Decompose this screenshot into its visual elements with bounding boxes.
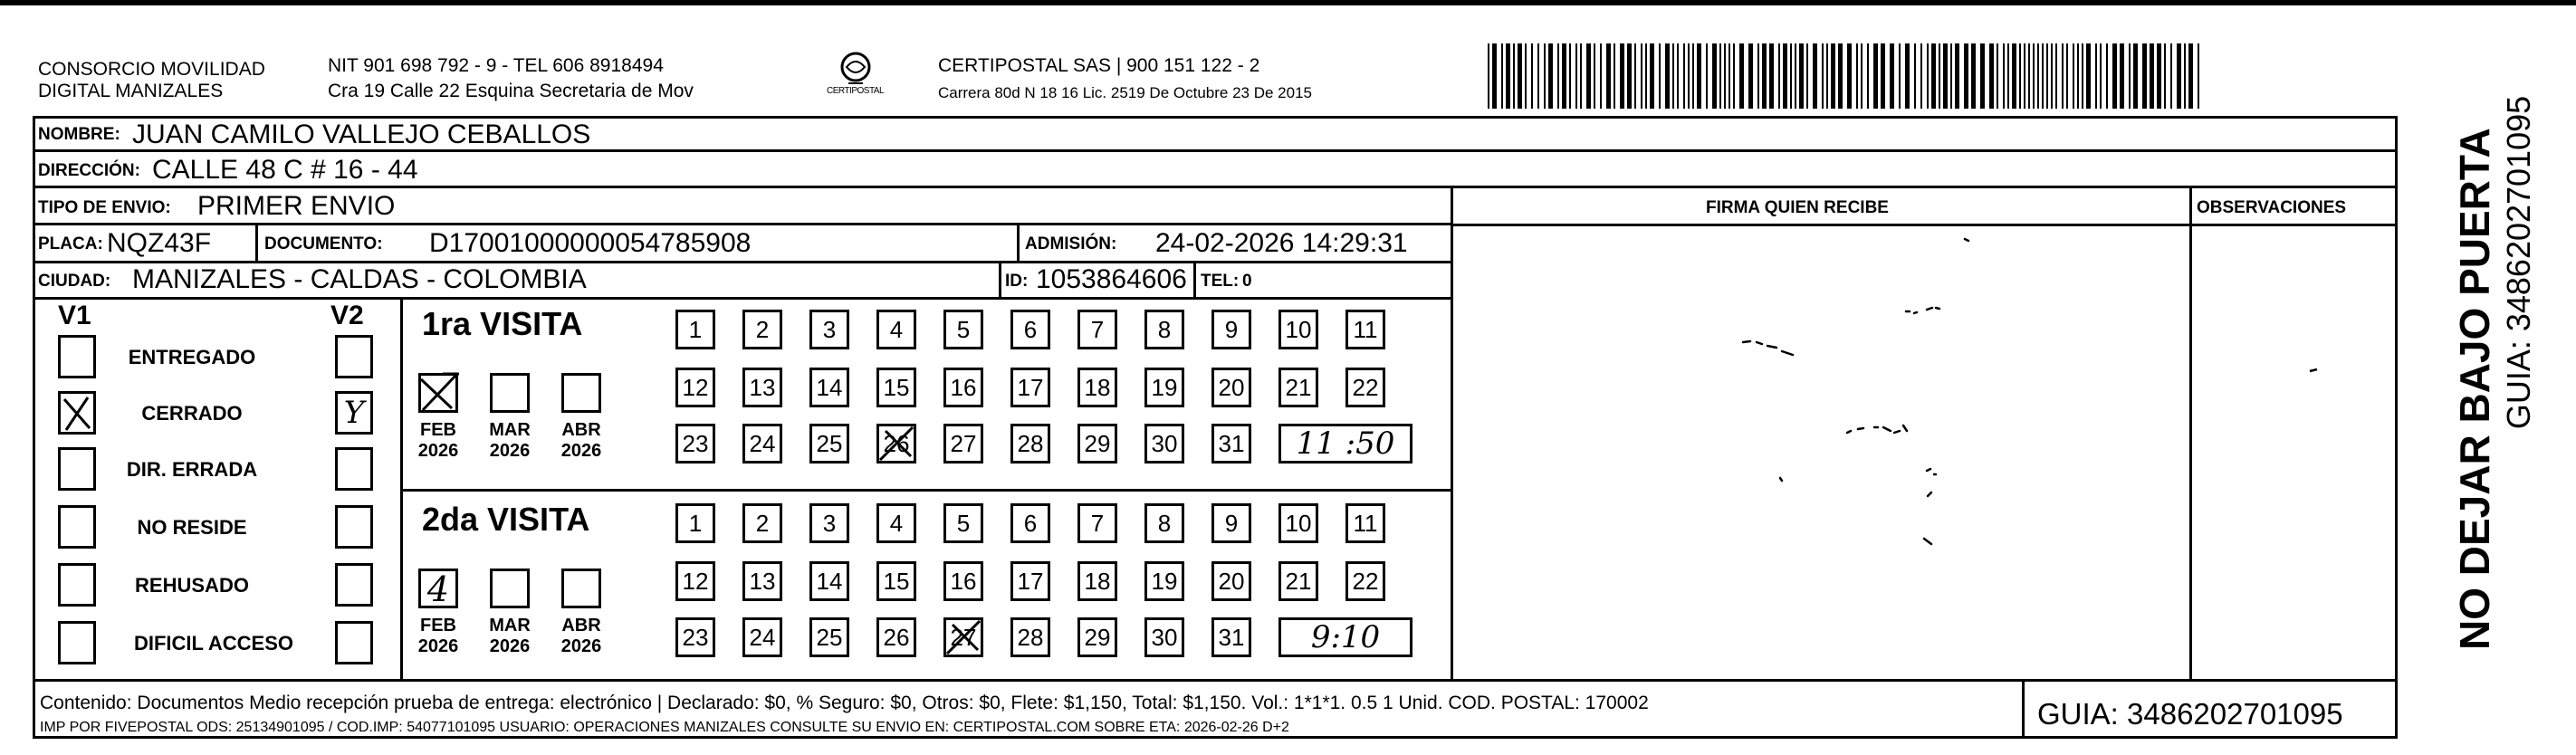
second-visit-day-cell[interactable]: 1 bbox=[675, 503, 715, 543]
signature-marks bbox=[1720, 226, 2137, 588]
status-label: ENTREGADO bbox=[128, 346, 256, 368]
second-visit-day-cell[interactable]: 24 bbox=[742, 617, 782, 657]
first-visit-day-cell[interactable]: 31 bbox=[1211, 424, 1251, 464]
tel-value: 0 bbox=[1242, 272, 1252, 291]
tel-divider bbox=[1193, 263, 1196, 299]
certipostal-logo bbox=[828, 49, 883, 105]
first-visit-day-cell[interactable]: 16 bbox=[943, 368, 983, 407]
second-visit-day-cell[interactable]: 19 bbox=[1144, 561, 1184, 601]
first-visit-day-cell[interactable]: 17 bbox=[1010, 368, 1050, 407]
first-visit-day-cell[interactable]: 24 bbox=[742, 424, 782, 464]
status-label: REHUSADO bbox=[135, 574, 249, 597]
documento-label: DOCUMENTO: bbox=[264, 234, 383, 253]
placa-value: NQZ43F bbox=[107, 228, 212, 258]
second-visit-day-cell[interactable]: 9 bbox=[1211, 503, 1251, 543]
month-label bbox=[554, 616, 608, 657]
side-guia-text: GUIA: 3486202701095 bbox=[2500, 95, 2537, 430]
first-visit-day-cell[interactable]: 5 bbox=[943, 310, 983, 349]
month-label bbox=[483, 616, 537, 657]
documento-value: D17001000000054785908 bbox=[429, 228, 752, 258]
first-visit-day-cell[interactable]: 2 bbox=[742, 310, 782, 349]
second-visit-day-cell[interactable]: 22 bbox=[1345, 561, 1385, 601]
second-visit-day-cell[interactable]: 15 bbox=[876, 561, 916, 601]
admision-divider bbox=[1017, 225, 1020, 262]
month-label bbox=[411, 616, 465, 657]
month-year: 2026 bbox=[489, 441, 531, 461]
second-visit-day-cell[interactable]: 2 bbox=[742, 503, 782, 543]
second-visit-day-cell[interactable]: 20 bbox=[1211, 561, 1251, 601]
month-checkbox-mar[interactable] bbox=[490, 569, 530, 608]
second-visit-day-cell[interactable]: 25 bbox=[809, 617, 849, 657]
second-visit-day-cell[interactable]: 26 bbox=[876, 617, 916, 657]
first-visit-day-cell[interactable]: 27 bbox=[943, 424, 983, 464]
visit-divider bbox=[402, 489, 1451, 492]
day-strike-icon bbox=[876, 424, 916, 464]
second-visit-day-cell[interactable]: 7 bbox=[1077, 503, 1117, 543]
observaciones-marks bbox=[2304, 362, 2332, 380]
first-visit-day-cell[interactable]: 6 bbox=[1010, 310, 1050, 349]
second-visit-day-cell[interactable]: 23 bbox=[675, 617, 715, 657]
tel-label: TEL: bbox=[1201, 272, 1240, 291]
second-visit-day-cell[interactable]: 4 bbox=[876, 503, 916, 543]
month-name: ABR bbox=[561, 420, 601, 440]
footer-content-line: Contenido: Documentos Medio recepción prueba de entrega: electrónico | Declarado: $0, % Seguro: $0, Otros: $0, Flete: $1,150, Total: $1,150. Vol.: 1*1*1. 0.5 1 Unid. COD. POSTAL: 170002 bbox=[40, 693, 1649, 713]
first-visit-day-cell[interactable]: 19 bbox=[1144, 368, 1184, 407]
month-name: MAR bbox=[489, 420, 531, 440]
certipostal-info-line1: CERTIPOSTAL SAS | 900 151 122 - 2 bbox=[938, 55, 1260, 76]
first-visit-day-cell[interactable]: 18 bbox=[1077, 368, 1117, 407]
month-checkbox-abr[interactable] bbox=[561, 569, 601, 608]
first-visit-day-cell[interactable]: 1 bbox=[675, 310, 715, 349]
tipo-envio-value: PRIMER ENVIO bbox=[197, 191, 396, 221]
status-label: NO RESIDE bbox=[137, 516, 247, 539]
id-value: 1053864606 bbox=[1036, 264, 1187, 294]
barcode bbox=[1488, 43, 2212, 109]
first-visit-title: 1ra VISITA bbox=[422, 305, 583, 342]
nombre-label: NOMBRE: bbox=[38, 125, 120, 144]
footer-guia: GUIA: 3486202701095 bbox=[2037, 697, 2343, 731]
month-checkbox-mar[interactable] bbox=[490, 373, 530, 413]
status-label: DIFICIL ACCESO bbox=[133, 632, 293, 655]
second-visit-day-cell[interactable]: 27 bbox=[943, 617, 983, 657]
logo-text: CERTIPOSTAL bbox=[827, 86, 885, 96]
nit-line: NIT 901 698 792 - 9 - TEL 606 8918494 bbox=[328, 55, 664, 76]
second-visit-day-cell[interactable]: 30 bbox=[1144, 617, 1184, 657]
first-visit-day-cell[interactable]: 29 bbox=[1077, 424, 1117, 464]
second-visit-day-cell[interactable]: 31 bbox=[1211, 617, 1251, 657]
first-visit-day-cell[interactable]: 9 bbox=[1211, 310, 1251, 349]
second-visit-time-box[interactable] bbox=[1278, 617, 1412, 657]
month-checkbox-feb[interactable] bbox=[418, 373, 458, 413]
status-label: CERRADO bbox=[141, 402, 243, 425]
status-label: DIR. ERRADA bbox=[126, 458, 258, 481]
id-divider bbox=[999, 263, 1001, 299]
id-label: ID: bbox=[1005, 272, 1029, 291]
observaciones-header: OBSERVACIONES bbox=[2197, 198, 2347, 217]
first-visit-day-cell[interactable]: 14 bbox=[809, 368, 849, 407]
month-name: MAR bbox=[489, 616, 531, 636]
first-visit-day-cell[interactable]: 22 bbox=[1345, 368, 1385, 407]
top-rule bbox=[0, 0, 2576, 5]
v2-checkbox[interactable] bbox=[335, 505, 373, 549]
placa-label: PLACA: bbox=[38, 234, 103, 253]
first-visit-day-cell[interactable]: 11 bbox=[1345, 310, 1385, 349]
v2-mark: Y bbox=[343, 395, 365, 431]
placa-divider bbox=[255, 225, 258, 262]
tipo-envio-label: TIPO DE ENVIO: bbox=[38, 198, 171, 217]
first-visit-day-cell[interactable]: 21 bbox=[1278, 368, 1318, 407]
month-checkbox-abr[interactable] bbox=[561, 373, 601, 413]
first-visit-day-cell[interactable]: 30 bbox=[1144, 424, 1184, 464]
second-visit-day-cell[interactable]: 3 bbox=[809, 503, 849, 543]
row-rule bbox=[33, 297, 1451, 300]
v2-checkbox[interactable] bbox=[335, 391, 373, 435]
second-visit-day-cell[interactable]: 6 bbox=[1010, 503, 1050, 543]
month-year: 2026 bbox=[560, 441, 602, 461]
admision-label: ADMISIÓN: bbox=[1025, 234, 1117, 253]
month-label bbox=[483, 420, 537, 462]
month-year: 2026 bbox=[489, 636, 531, 656]
month-label bbox=[411, 420, 465, 462]
second-visit-title: 2da VISITA bbox=[422, 501, 590, 538]
second-visit-day-cell[interactable]: 16 bbox=[943, 561, 983, 601]
v2-checkbox[interactable] bbox=[335, 447, 373, 491]
admision-value: 24-02-2026 14:29:31 bbox=[1155, 228, 1408, 258]
month-label bbox=[554, 420, 608, 462]
row-rule bbox=[33, 186, 2398, 188]
first-visit-day-cell[interactable]: 28 bbox=[1010, 424, 1050, 464]
second-visit-day-cell[interactable]: 12 bbox=[675, 561, 715, 601]
observaciones-divider bbox=[2189, 188, 2192, 679]
v2-checkbox[interactable] bbox=[335, 563, 373, 607]
second-visit-day-cell[interactable]: 28 bbox=[1010, 617, 1050, 657]
certipostal-logo-icon bbox=[828, 49, 883, 105]
first-visit-day-cell[interactable]: 12 bbox=[675, 368, 715, 407]
second-visit-day-cell[interactable]: 13 bbox=[742, 561, 782, 601]
footer-guia-divider bbox=[2022, 681, 2025, 739]
month-year: 2026 bbox=[417, 636, 459, 656]
second-visit-time: 9:10 bbox=[1310, 619, 1381, 655]
v2-header: V2 bbox=[330, 301, 364, 330]
first-visit-day-cell[interactable]: 13 bbox=[742, 368, 782, 407]
second-visit-day-cell[interactable]: 17 bbox=[1010, 561, 1050, 601]
row-rule bbox=[33, 223, 1451, 225]
month-year: 2026 bbox=[417, 441, 459, 461]
month-name: ABR bbox=[561, 616, 601, 636]
month-name: FEB bbox=[420, 420, 456, 440]
first-visit-day-cell[interactable]: 8 bbox=[1144, 310, 1184, 349]
company-address: Cra 19 Calle 22 Esquina Secretaria de Mov bbox=[328, 81, 694, 101]
second-visit-day-cell[interactable]: 5 bbox=[943, 503, 983, 543]
month-check-icon bbox=[416, 370, 461, 416]
first-visit-day-cell[interactable]: 23 bbox=[675, 424, 715, 464]
first-visit-day-cell[interactable]: 15 bbox=[876, 368, 916, 407]
v2-checkbox[interactable] bbox=[335, 621, 373, 664]
first-visit-time: 11 :50 bbox=[1296, 425, 1395, 462]
row-rule bbox=[33, 679, 2398, 682]
second-visit-day-cell[interactable]: 21 bbox=[1278, 561, 1318, 601]
ciudad-value: MANIZALES - CALDAS - COLOMBIA bbox=[132, 264, 587, 294]
v1-header: V1 bbox=[58, 301, 91, 330]
ciudad-label: CIUDAD: bbox=[38, 272, 111, 291]
first-visit-day-cell[interactable]: 4 bbox=[876, 310, 916, 349]
month-year: 2026 bbox=[560, 636, 602, 656]
direccion-value: CALLE 48 C # 16 - 44 bbox=[152, 155, 418, 185]
second-visit-day-cell[interactable]: 29 bbox=[1077, 617, 1117, 657]
second-visit-day-cell[interactable]: 14 bbox=[809, 561, 849, 601]
first-visit-day-cell[interactable]: 10 bbox=[1278, 310, 1318, 349]
month-checkbox-feb[interactable] bbox=[418, 569, 458, 608]
company-name-line2: DIGITAL MANIZALES bbox=[38, 81, 224, 101]
no-dejar-bajo-puerta: NO DEJAR BAJO PUERTA bbox=[2451, 128, 2498, 650]
row-rule bbox=[33, 149, 2398, 152]
first-visit-day-cell[interactable]: 3 bbox=[809, 310, 849, 349]
v2-checkbox[interactable] bbox=[335, 335, 373, 378]
first-visit-day-cell[interactable]: 26 bbox=[876, 424, 916, 464]
second-visit-day-cell[interactable]: 18 bbox=[1077, 561, 1117, 601]
nombre-value: JUAN CAMILO VALLEJO CEBALLOS bbox=[132, 119, 591, 149]
second-visit-day-cell[interactable]: 8 bbox=[1144, 503, 1184, 543]
footer-print-line: IMP POR FIVEPOSTAL ODS: 25134901095 / COD.IMP: 54077101095 USUARIO: OPERACIONES MANIZALES CONSULTE SU ENVIO EN: CERTIPOSTAL.COM SOBRE ETA: 2026-02-26 D+2 bbox=[40, 720, 1289, 735]
first-visit-day-cell[interactable]: 25 bbox=[809, 424, 849, 464]
company-name-line1: CONSORCIO MOVILIDAD bbox=[38, 59, 265, 80]
month-mark: 4 bbox=[426, 569, 450, 609]
row-rule bbox=[33, 261, 1451, 263]
first-visit-time-box[interactable] bbox=[1278, 424, 1412, 464]
month-name: FEB bbox=[420, 616, 456, 636]
firma-divider bbox=[1451, 188, 1453, 679]
second-visit-day-cell[interactable]: 10 bbox=[1278, 503, 1318, 543]
day-strike-icon bbox=[943, 617, 983, 657]
second-visit-day-cell[interactable]: 11 bbox=[1345, 503, 1385, 543]
first-visit-day-cell[interactable]: 20 bbox=[1211, 368, 1251, 407]
direccion-label: DIRECCIÓN: bbox=[38, 161, 140, 180]
certipostal-info-line2: Carrera 80d N 18 16 Lic. 2519 De Octubre 23 De 2015 bbox=[938, 84, 1312, 101]
firma-header: FIRMA QUIEN RECIBE bbox=[1706, 198, 1889, 217]
first-visit-day-cell[interactable]: 7 bbox=[1077, 310, 1117, 349]
